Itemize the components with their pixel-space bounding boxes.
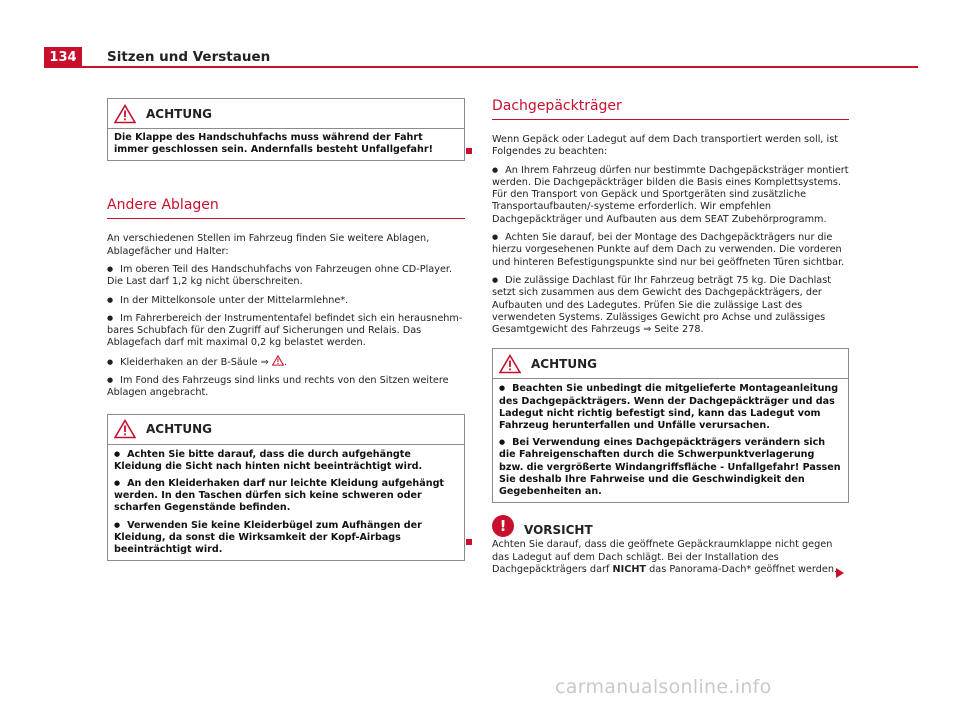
section-body-roof-rack <box>492 134 849 336</box>
warning-triangle-icon <box>499 354 521 374</box>
warning-header <box>108 415 464 445</box>
warning-item: ● Achten Sie bitte darauf, dass die durch aufgehängte Kleidung die Sicht nach hinten nicht beeinträchtigt wird. <box>114 448 458 473</box>
warning-label: ACHTUNG <box>531 356 597 371</box>
list-item: ● Die zulässige Dachlast für Ihr Fahrzeug beträgt 75 kg. Die Dachlast setzt sich zusammen aus dem Gewicht des Dachgepäckträgers, der Aufbauten und des Ladegutes. Prüfen Sie die zulässige Last des verwendeten Systems. Zulässiges Gewicht pro Achse und zulässiges Gesamtgewicht des Fahrzeugs ⇒ Seite 278. <box>492 274 849 336</box>
warning-body <box>108 445 464 561</box>
caution-exclamation-icon: ! <box>492 515 514 537</box>
warning-triangle-icon <box>114 419 136 439</box>
warning-triangle-link-icon[interactable] <box>272 355 284 366</box>
warning-triangle-icon <box>114 104 136 124</box>
warning-item: ● Verwenden Sie keine Kleiderbügel zum Aufhängen der Kleidung, da sonst die Wirksamkeit der Kopf-Airbags beeinträchtigt wird. <box>114 519 458 557</box>
warning-box-roof-rack <box>492 348 849 503</box>
warning-label: ACHTUNG <box>146 106 212 121</box>
warning-header <box>108 99 464 129</box>
warning-item: ● Beachten Sie unbedingt die mitgelieferte Montageanleitung des Dachgepäckträgers. Wenn der Dachgepäckträger und das Ladegut nicht richtig befestigt sind, kann das Ladegut vom Fahrzeug herunterfallen und Unfälle verursachen. <box>499 382 842 432</box>
header-rule <box>44 66 918 68</box>
left-column <box>107 98 465 561</box>
page-title: Sitzen und Verstauen <box>107 49 271 65</box>
caution-text-after: das Panorama-Dach* geöffnet werden. <box>646 563 838 575</box>
list-item: ● An Ihrem Fahrzeug dürfen nur bestimmte Dachgepäcksträger montiert werden. Die Dachgepäckträger bilden die Basis eines Komplettsystems. Für den Transport von Gepäck und Sportgeräten sind zusätzliche Transportaufbauten/-systeme erforderlich. Wir empfehlen Dachgepäckträger und Aufbauten aus dem SEAT Zubehörprogramm. <box>492 164 849 226</box>
list-item: ● In der Mittelkonsole unter der Mittelarmlehne*. <box>107 294 465 307</box>
section-title-roof-rack: Dachgepäckträger <box>492 98 622 114</box>
warning-item: ● An den Kleiderhaken darf nur leichte Kleidung aufgehängt werden. In den Taschen dürfen sich keine schweren oder scharfen Gegenstände befinden. <box>114 477 458 515</box>
page-number: 134 <box>44 47 82 67</box>
caution-text <box>492 539 849 576</box>
warning-box-clothes <box>107 414 465 562</box>
warning-body <box>493 379 848 502</box>
continue-arrow-icon <box>836 568 844 578</box>
warning-text: Die Klappe des Handschuhfachs muss während der Fahrt immer geschlossen sein. Andernfalls besteht Unfallgefahr! <box>114 132 433 156</box>
intro-paragraph: Wenn Gepäck oder Ladegut auf dem Dach transportiert werden soll, ist Folgendes zu beachten: <box>492 134 839 158</box>
caution-label: VORSICHT <box>524 523 593 538</box>
warning-box-glovebox <box>107 98 465 161</box>
list-item: ● Im oberen Teil des Handschuhfachs von Fahrzeugen ohne CD-Player. Die Last darf 1,2 kg nicht überschreiten. <box>107 263 465 289</box>
warning-label: ACHTUNG <box>146 422 212 437</box>
section-end-marker <box>466 148 472 154</box>
caution-header <box>492 515 849 537</box>
list-item: ● Im Fond des Fahrzeugs sind links und rechts von den Sitzen weitere Ablagen angebracht. <box>107 374 465 400</box>
caution-text-before: Achten Sie darauf, dass die geöffnete Gepäckraumklappe nicht gegen das Ladegut auf dem Dach schlägt. Bei der Installation des Dachgepäckträgers darf <box>492 539 833 575</box>
warning-item: ● Bei Verwendung eines Dachgepäckträgers verändern sich die Fahreigenschaften durch die Schwerpunktverlagerung bzw. die vergrößerte Windangriffsfläche - Unfallgefahr! Passen Sie deshalb Ihre Fahrweise und die Geschwindigkeit den Gegebenheiten an. <box>499 436 842 498</box>
list-item: ● Im Fahrerbereich der Instrumententafel befindet sich ein herausnehmbares Schubfach für den Zugriff auf Sicherungen und Relais. Das Ablagefach darf mit maximal 0,2 kg belastet werden. <box>107 312 465 350</box>
list-item: ● Achten Sie darauf, bei der Montage des Dachgepäckträgers nur die hierzu vorgesehenen Punkte auf dem Dach zu verwenden. Die vorderen und hinteren Befestigungspunkte sind nur bei geöffneten Türen sichtbar. <box>492 231 849 269</box>
section-rule <box>107 218 465 219</box>
section-end-marker <box>466 539 472 545</box>
caution-text-bold: NICHT <box>612 563 647 575</box>
caution-block <box>492 515 849 576</box>
section-body-other-storage <box>107 233 465 399</box>
intro-paragraph: An verschiedenen Stellen im Fahrzeug finden Sie weitere Ablagen, Ablagefächer und Halter: <box>107 233 430 257</box>
warning-header <box>493 349 848 379</box>
section-title-other-storage: Andere Ablagen <box>107 197 219 214</box>
right-column <box>492 98 849 576</box>
warning-body <box>108 129 464 160</box>
section-rule <box>492 119 849 120</box>
list-item: ● Kleiderhaken an der B-Säule ⇒ . <box>107 355 465 369</box>
watermark: carmanualsonline.info <box>555 676 772 698</box>
list-item-text: Kleiderhaken an der B-Säule ⇒ <box>120 356 269 368</box>
